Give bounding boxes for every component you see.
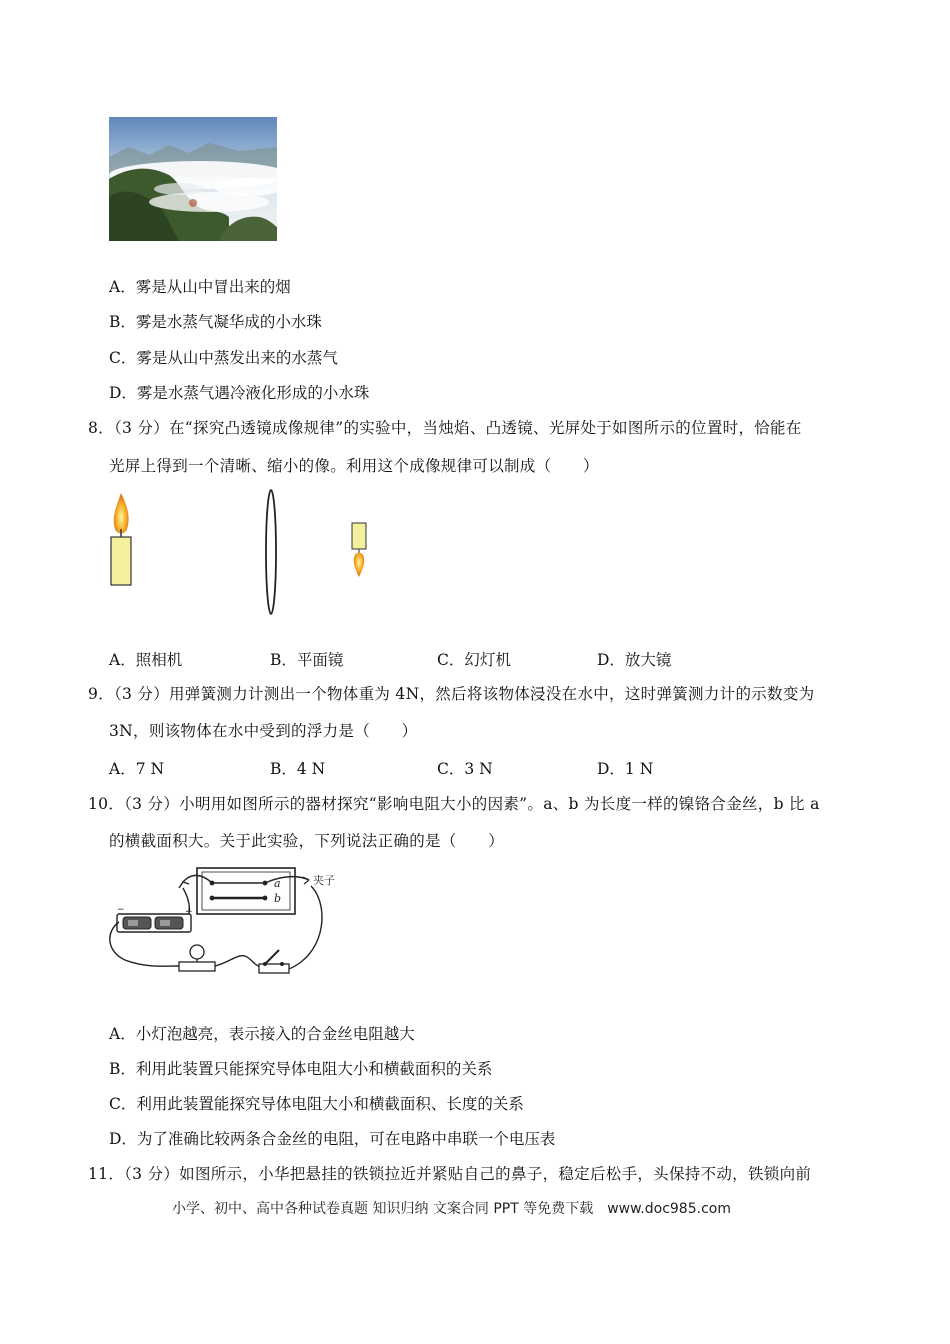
resistance-circuit-figure xyxy=(105,862,365,987)
q8-option-c: C．幻灯机 xyxy=(437,651,511,669)
q9-option-c: C．3 N xyxy=(437,760,493,778)
q9-option-b: B．4 N xyxy=(270,760,326,778)
battery-plus-label: + xyxy=(185,907,193,917)
page-footer: 小学、初中、高中各种试卷真题 知识归纳 文案合同 PPT 等免费下载 www.doc985.com xyxy=(172,1201,731,1217)
q8-option-b: B．平面镜 xyxy=(270,651,344,669)
q10-stem-line1: 10．（3 分）小明用如图所示的器材探究“影响电阻大小的因素”。a、b 为长度一样的镍铬合金丝，b 比 a xyxy=(88,795,820,813)
candle-lens-figure xyxy=(105,485,385,615)
q7-option-c: C．雾是从山中蒸发出来的水蒸气 xyxy=(109,349,338,367)
q7-option-d: D．雾是水蒸气遇冷液化形成的小水珠 xyxy=(109,384,370,402)
q10-stem-line2: 的横截面积大。关于此实验，下列说法正确的是（ ） xyxy=(109,832,505,850)
fog-mountain-photo xyxy=(109,117,277,241)
q10-option-c: C．利用此装置能探究导体电阻大小和横截面积、长度的关系 xyxy=(109,1095,524,1113)
q8-stem-line2: 光屏上得到一个清晰、缩小的像。利用这个成像规律可以制成（ ） xyxy=(109,457,599,475)
q9-stem-line1: 9．（3 分）用弹簧测力计测出一个物体重为 4N，然后将该物体浸没在水中，这时弹簧测力计的示数变为 xyxy=(88,685,815,703)
clip-label: 夹子 xyxy=(313,874,335,887)
q9-option-d: D．1 N xyxy=(597,760,654,778)
q10-option-a: A．小灯泡越亮，表示接入的合金丝电阻越大 xyxy=(109,1025,415,1043)
q9-stem-line2: 3N，则该物体在水中受到的浮力是（ ） xyxy=(109,722,418,740)
q11-stem-line1: 11．（3 分）如图所示，小华把悬挂的铁锁拉近并紧贴自己的鼻子，稳定后松手，头保持不动，铁锁向前 xyxy=(88,1165,812,1183)
wire-a-label: a xyxy=(274,877,281,890)
q7-option-a: A．雾是从山中冒出来的烟 xyxy=(109,278,291,296)
q10-option-b: B．利用此装置只能探究导体电阻大小和横截面积的关系 xyxy=(109,1060,493,1078)
q10-option-d: D．为了准确比较两条合金丝的电阻，可在电路中串联一个电压表 xyxy=(109,1130,556,1148)
q8-option-a: A．照相机 xyxy=(109,651,183,669)
q8-stem-line1: 8．（3 分）在“探究凸透镜成像规律”的实验中，当烛焰、凸透镜、光屏处于如图所示的位置时，恰能在 xyxy=(88,419,802,437)
q7-option-b: B．雾是水蒸气凝华成的小水珠 xyxy=(109,313,322,331)
wire-b-label: b xyxy=(274,892,282,905)
battery-minus-label: − xyxy=(117,905,125,915)
q8-option-d: D．放大镜 xyxy=(597,651,672,669)
q9-option-a: A．7 N xyxy=(109,760,165,778)
